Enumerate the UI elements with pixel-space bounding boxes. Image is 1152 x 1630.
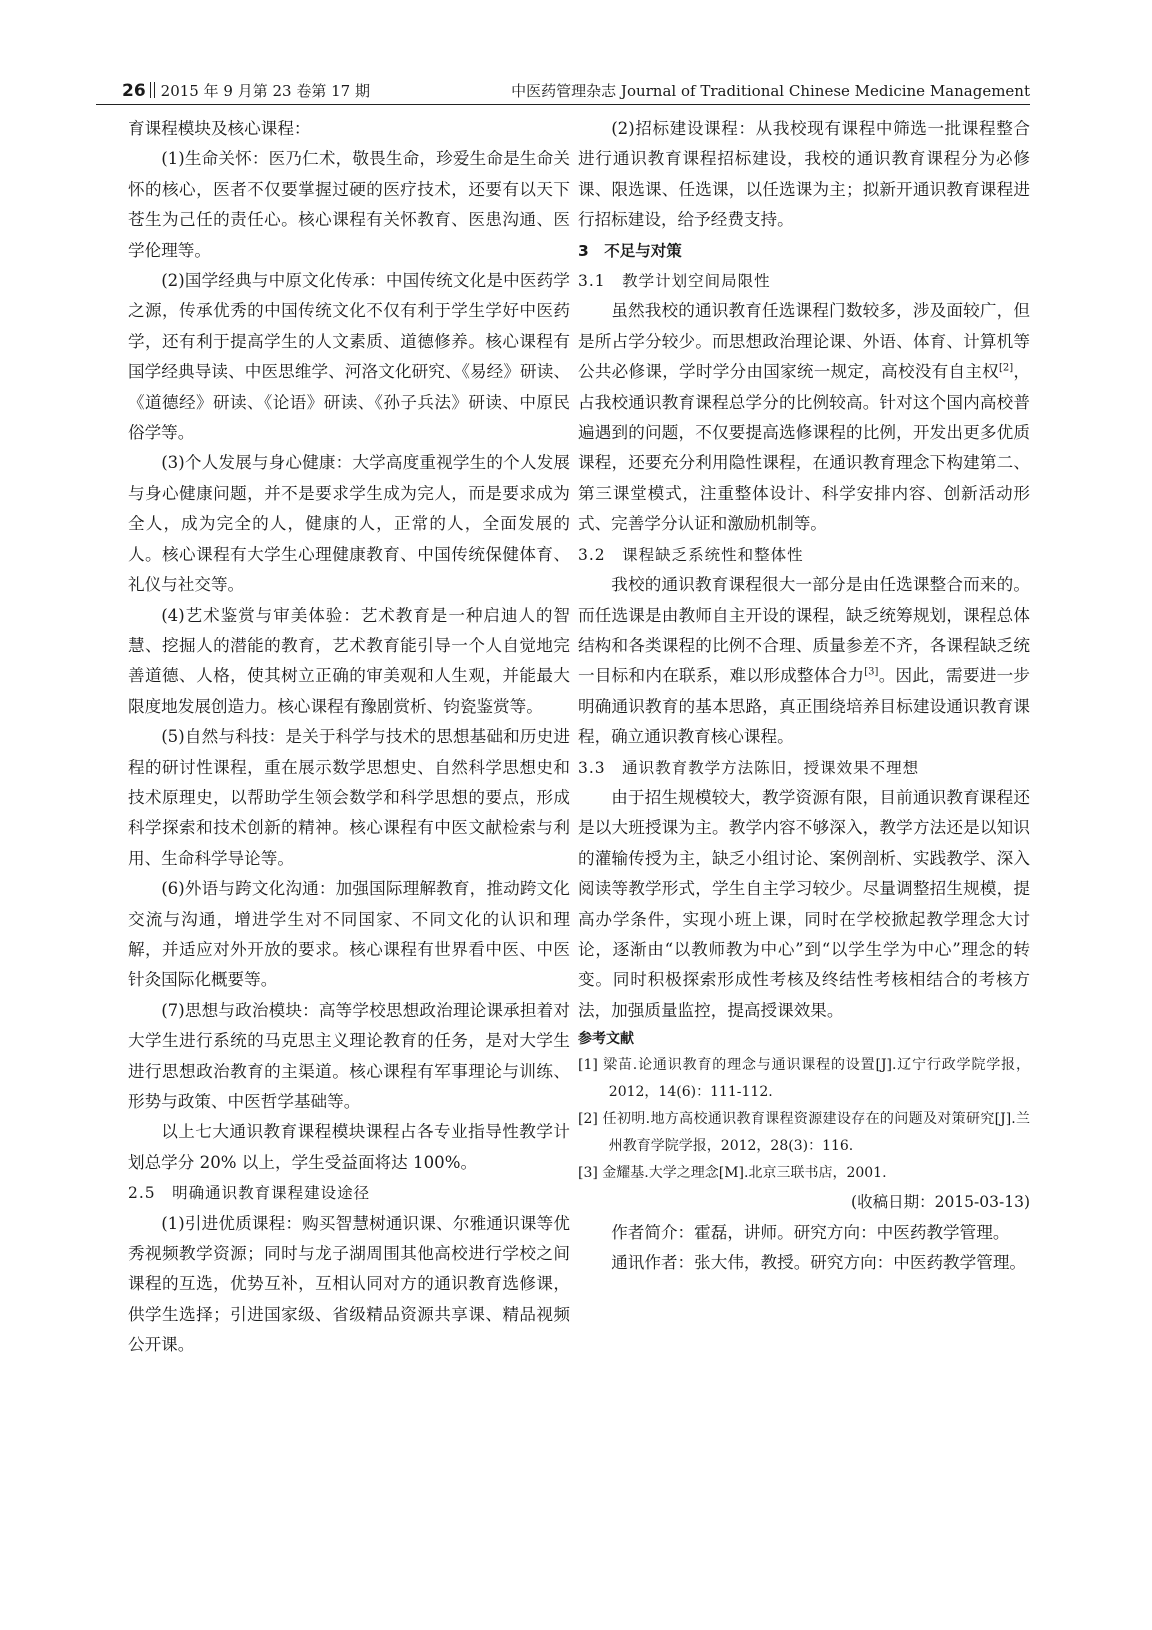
right-column	[578, 114, 1030, 1278]
paragraph: (4)艺术鉴赏与审美体验：艺术教育是一种启迪人的智慧、挖掘人的潜能的教育，艺术教育能引导一个人自觉地完善道德、人格，使其树立正确的审美观和人生观，并能最大限度地发展创造力。核心课程有豫剧赏析、钧瓷鉴赏等。	[128, 605, 570, 716]
running-header	[96, 78, 1030, 105]
paragraph: (1)引进优质课程：购买智慧树通识课、尔雅通识课等优秀视频教学资源；同时与龙子湖周围其他高校进行学校之间课程的互选，优势互补，互相认同对方的通识教育选修课，供学生选择；引进国家级、省级精品资源共享课、精品视频公开课。	[128, 1213, 570, 1355]
journal-title: 中医药管理杂志 Journal of Traditional Chinese Medicine Management	[511, 82, 1030, 100]
paragraph	[578, 570, 1030, 752]
paragraph: (6)外语与跨文化沟通：加强国际理解教育，推动跨文化交流与沟通，增进学生对不同国家、不同文化的认识和理解，并适应对外开放的要求。核心课程有世界看中医、中医针灸国际化概要等。	[128, 879, 570, 990]
section-heading: 3 不足与对策	[578, 241, 682, 260]
subsection-heading: 3.1 教学计划空间局限性	[578, 272, 771, 291]
references-heading: 参考文献	[578, 1031, 634, 1048]
left-column	[128, 114, 570, 1361]
header-left	[122, 78, 370, 104]
subsection-heading: 3.2 课程缺乏系统性和整体性	[578, 545, 804, 564]
subsection-heading: 3.3 通识教育教学方法陈旧，授课效果不理想	[578, 758, 920, 777]
reference-item: [2] 任初明.地方高校通识教育课程资源建设存在的问题及对策研究[J].兰州教育学院学报，2012，28(3)：116.	[578, 1111, 1030, 1155]
citation-link[interactable]: [3]	[864, 666, 879, 678]
paragraph	[578, 296, 1030, 539]
header-separator	[150, 82, 155, 98]
paragraph: 育课程模块及核心课程：	[128, 119, 311, 138]
paragraph: (3)个人发展与身心健康：大学高度重视学生的个人发展与身心健康问题，并不是要求学生成为完人，而是要求成为全人，成为完全的人，健康的人，正常的人，全面发展的人。核心课程有大学生心理健康教育、中国传统保健体育、礼仪与社交等。	[128, 453, 570, 595]
author-bio: 作者简介：霍磊，讲师。研究方向：中医药教学管理。	[611, 1222, 1010, 1242]
paragraph: (2)国学经典与中原文化传承：中国传统文化是中医药学之源，传承优秀的中国传统文化不仅有利于学生学好中医药学，还有利于提高学生的人文素质、道德修养。核心课程有国学经典导读、中医思维学、河洛文化研究、《易经》研读、《道德经》研读、《论语》研读、《孙子兵法》研读、中原民俗学等。	[128, 271, 570, 443]
paragraph-text: 我校的通识教育课程很大一部分是由任选课整合而来的。而任选课是由教师自主开设的课程，缺乏统筹规划，课程总体结构和各类课程的比例不合理、质量参差不齐，各课程缺乏统一目标和内在联系，难以形成整体合力	[578, 575, 1030, 686]
paragraph: (5)自然与科技：是关于科学与技术的思想基础和历史进程的研讨性课程，重在展示数学思想史、自然科学思想史和技术原理史，以帮助学生领会数学和科学思想的要点，形成科学探索和技术创新的精神。核心课程有中医文献检索与利用、生命科学导论等。	[128, 727, 570, 868]
paragraph: (7)思想与政治模块：高等学校思想政治理论课承担着对大学生进行系统的马克思主义理论教育的任务，是对大学生进行思想政治教育的主渠道。核心课程有军事理论与训练、形势与政策、中医哲学基础等。	[128, 1000, 570, 1111]
citation-link[interactable]: [2]	[999, 362, 1014, 374]
paragraph-text: ，占我校通识教育课程总学分的比例较高。针对这个国内高校普遍遇到的问题，不仅要提高选修课程的比例，开发出更多优质课程，还要充分利用隐性课程，在通识教育理念下构建第二、第三课堂模式，注重整体设计、科学安排内容、创新活动形式、完善学分认证和激励机制等。	[578, 362, 1031, 534]
page-number: 26	[122, 81, 146, 101]
paragraph: (2)招标建设课程：从我校现有课程中筛选一批课程整合进行通识教育课程招标建设，我校的通识教育课程分为必修课、限选课、任选课，以任选课为主；拟新开通识教育课程进行招标建设，给予经费支持。	[578, 119, 1030, 230]
paragraph-text: 。因此，需要进一步明确通识教育的基本思路，真正围绕培养目标建设通识教育课程，确立通识教育核心课程。	[578, 666, 1031, 747]
reference-item: [3] 金耀基.大学之理念[M].北京三联书店，2001.	[578, 1165, 887, 1182]
paragraph: 以上七大通识教育课程模块课程占各专业指导性教学计划总学分 20% 以上，学生受益面将达 100%。	[128, 1122, 570, 1172]
corresponding-author: 通讯作者：张大伟，教授。研究方向：中医药教学管理。	[611, 1253, 1027, 1272]
received-date: (收稿日期：2015-03-13)	[851, 1193, 1030, 1212]
paragraph: 由于招生规模较大，教学资源有限，目前通识教育课程还是以大班授课为主。教学内容不够深入，教学方法还是以知识的灌输传授为主，缺乏小组讨论、案例剖析、实践教学、深入阅读等教学形式，学生自主学习较少。尽量调整招生规模，提高办学条件，实现小班上课，同时在学校掀起教学理念大讨论，逐渐由“以教师教为中心”到“以学生学为中心”理念的转变。同时积极探索形成性考核及终结性考核相结合的考核方法，加强质量监控，提高授课效果。	[578, 787, 1030, 1020]
subsection-heading: 2.5 明确通识教育课程建设途径	[128, 1184, 371, 1203]
issue-info: 2015 年 9 月第 23 卷第 17 期	[160, 82, 370, 100]
reference-item: [1] 梁苗.论通识教育的理念与通识课程的设置[J].辽宁行政学院学报，2012，14(6)：111-112.	[578, 1057, 1030, 1101]
paragraph: (1)生命关怀：医乃仁术，敬畏生命，珍爱生命是生命关怀的核心，医者不仅要掌握过硬的医疗技术，还要有以天下苍生为己任的责任心。核心课程有关怀教育、医患沟通、医学伦理等。	[128, 149, 570, 260]
paragraph-text: 虽然我校的通识教育任选课程门数较多，涉及面较广，但是所占学分较少。而思想政治理论课、外语、体育、计算机等公共必修课，学时学分由国家统一规定，高校没有自主权	[578, 301, 1030, 382]
